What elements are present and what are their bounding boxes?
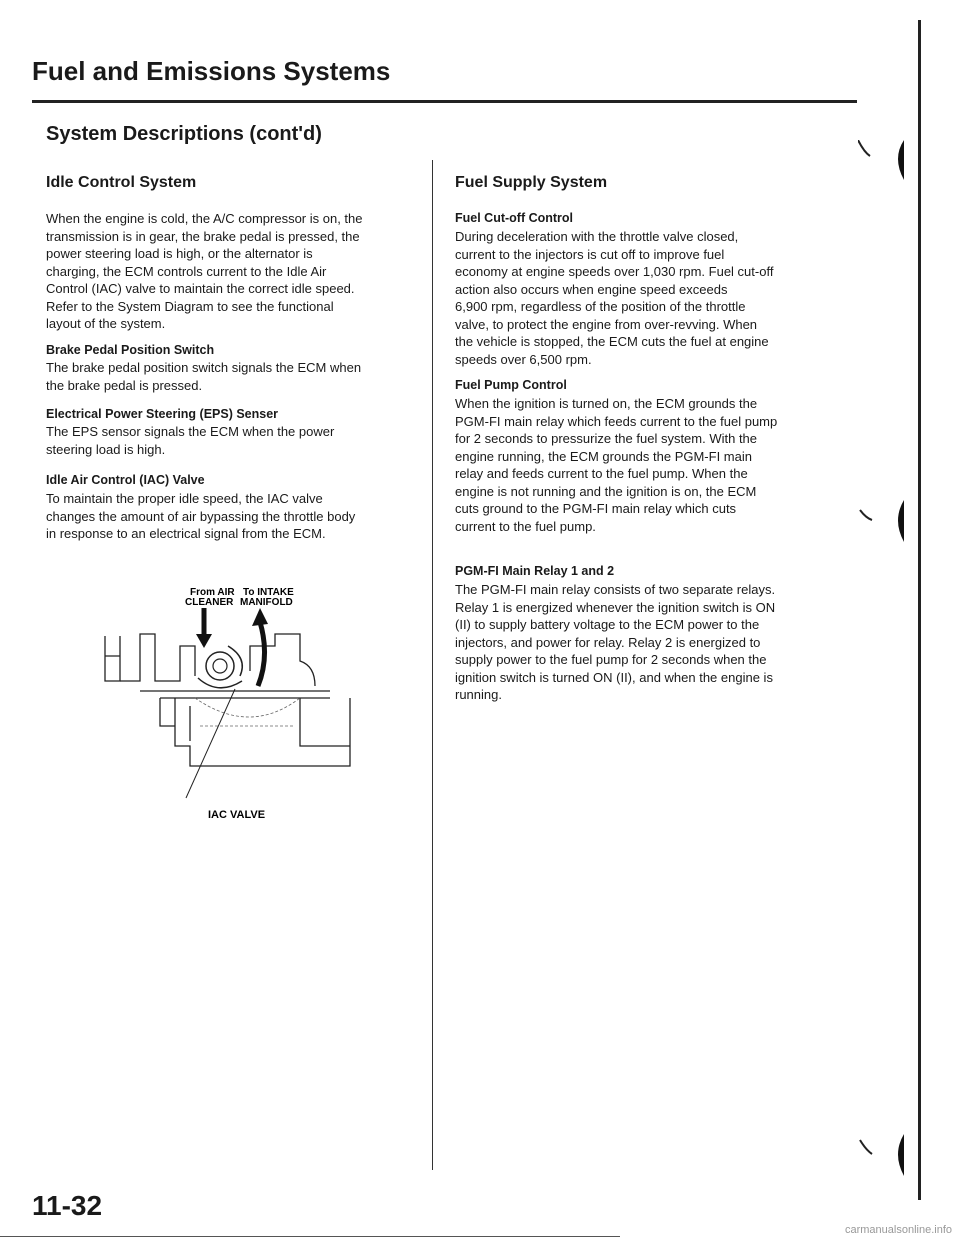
text-line: 6,900 rpm, regardless of the position of the throttle	[455, 299, 746, 314]
page-title: Fuel and Emissions Systems	[32, 56, 391, 86]
text-line: relay and feeds current to the fuel pump. When the	[455, 466, 748, 481]
text-line: power steering load is high, or the alternator is	[46, 246, 313, 261]
text-line: When the engine is cold, the A/C compressor is on, the	[46, 211, 363, 226]
main-relay-text	[455, 581, 775, 704]
watermark: carmanualsonline.info	[844, 1224, 952, 1236]
idle-control-intro	[46, 210, 363, 333]
text-line: current to the injectors is cut off to improve fuel	[455, 246, 725, 262]
from-air-label-1: From AIR	[190, 587, 235, 598]
text-line: supply power to the fuel pump for 2 seconds when the	[455, 652, 767, 667]
text-line: action also occurs when engine speed exceeds	[455, 281, 728, 297]
text-line: Control (IAC) valve to maintain the correct idle speed.	[46, 281, 355, 296]
text-line: current to the fuel pump.	[455, 518, 596, 534]
text-line: (II) to supply battery voltage to the ECM power to the	[455, 617, 760, 632]
text-line: economy at engine speeds over 1,030 rpm. Fuel cut-off	[455, 264, 774, 279]
text-line: The EPS sensor signals the ECM when the power	[46, 424, 335, 439]
section-title: System Descriptions (cont'd)	[46, 123, 322, 145]
text-line: PGM-FI main relay which feeds current to the fuel pump	[455, 413, 778, 429]
text-line: The PGM-FI main relay consists of two separate relays.	[455, 582, 776, 597]
iac-valve-label: IAC VALVE	[208, 809, 266, 821]
text-line: During deceleration with the throttle valve closed,	[455, 229, 739, 244]
text-line: running.	[455, 687, 502, 702]
text-line: for 2 seconds to pressurize the fuel system. With the	[455, 431, 758, 446]
fuel-supply-heading: Fuel Supply System	[455, 174, 608, 191]
eps-sensor-title: Electrical Power Steering (EPS) Senser	[46, 407, 279, 421]
text-line: The brake pedal position switch signals the ECM when	[46, 360, 362, 375]
main-relay-title: PGM-FI Main Relay 1 and 2	[455, 564, 615, 578]
fuel-cutoff-title: Fuel Cut-off Control	[455, 211, 574, 225]
eps-sensor-text	[46, 423, 334, 458]
text-line: When the ignition is turned on, the ECM grounds the	[455, 396, 758, 411]
text-line: Relay 1 is energized whenever the ignition switch is ON	[455, 599, 776, 615]
title-rule	[32, 100, 857, 103]
text-line: charging, the ECM controls current to the Idle Air	[46, 263, 327, 279]
valve-leader-line	[186, 689, 235, 798]
column-divider	[432, 160, 433, 1170]
text-line: layout of the system.	[46, 316, 166, 331]
text-line: injectors, and power for relay. Relay 2 is energized to	[455, 634, 761, 650]
text-line: Refer to the System Diagram to see the functional	[46, 298, 334, 314]
page-number: 11-32	[32, 1190, 103, 1221]
binding-edge-bar	[918, 20, 921, 1200]
text-line: transmission is in gear, the brake pedal is pressed, the	[46, 228, 360, 244]
idle-control-heading: Idle Control System	[46, 174, 197, 191]
text-line: engine is not running and the ignition is on, the ECM	[455, 483, 757, 499]
iac-valve-text	[46, 490, 355, 543]
text-line: engine running, the ECM grounds the PGM-FI main	[455, 448, 752, 464]
text-line: the brake pedal is pressed.	[46, 377, 203, 393]
text-line: in response to an electrical signal from the ECM.	[46, 526, 326, 541]
air-passage-dashes	[195, 698, 300, 726]
bypass-valve	[198, 646, 242, 688]
text-line: To maintain the proper idle speed, the IAC valve	[46, 491, 323, 506]
brake-switch-title: Brake Pedal Position Switch	[46, 343, 215, 357]
text-line: valve, to protect the engine from over-revving. When	[455, 316, 758, 332]
to-intake-label-2: MANIFOLD	[240, 597, 293, 608]
text-line: ignition switch is turned ON (II), and when the engine is	[455, 669, 773, 685]
from-air-label-2: CLEANER	[185, 597, 234, 608]
iac-valve-diagram	[100, 586, 370, 826]
fuel-pump-text	[455, 395, 777, 535]
fuel-pump-title: Fuel Pump Control	[455, 378, 567, 392]
iac-valve-title: Idle Air Control (IAC) Valve	[46, 473, 205, 487]
text-line: steering load is high.	[46, 441, 166, 457]
text-line: cuts ground to the PGM-FI main relay which cuts	[455, 501, 737, 516]
fuel-cutoff-text	[455, 228, 773, 368]
text-line: changes the amount of air bypassing the throttle body	[46, 508, 356, 524]
text-line: the vehicle is stopped, the ECM cuts the fuel at engine	[455, 334, 769, 349]
footer-rule	[0, 1236, 620, 1237]
text-line: speeds over 6,500 rpm.	[455, 351, 592, 367]
to-intake-label-1: To INTAKE	[243, 587, 294, 598]
margin-tab-marks	[858, 140, 918, 1200]
brake-switch-text	[46, 359, 361, 394]
